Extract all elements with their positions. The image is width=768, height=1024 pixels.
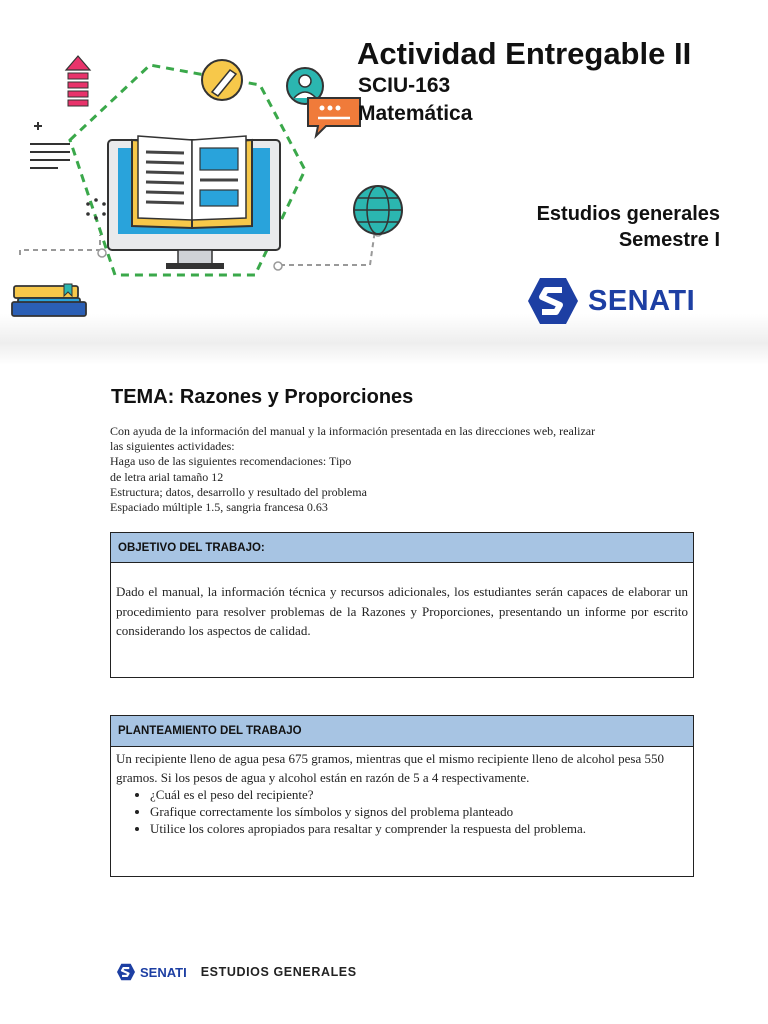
- monitor-neck: [178, 250, 212, 264]
- chat-bubble-icon: [308, 98, 360, 136]
- senati-logo-mark-icon: [526, 276, 580, 326]
- pen-icon: [202, 60, 242, 100]
- connector-node: [274, 262, 282, 270]
- connector-right: [280, 230, 375, 265]
- footer-label: ESTUDIOS GENERALES: [200, 965, 357, 979]
- instruction-line: Con ayuda de la información del manual y la información presentada en las direcciones web, realizar: [110, 424, 596, 438]
- statement-heading: PLANTEAMIENTO DEL TRABAJO: [111, 716, 693, 747]
- arrow-up-icon: [66, 56, 90, 106]
- topic-heading: TEMA: Razones y Proporciones: [111, 386, 414, 408]
- instructions: [110, 424, 710, 515]
- statement-bullets: [116, 787, 688, 837]
- semester-label: Semestre I: [618, 229, 720, 251]
- open-book-icon: [132, 136, 252, 228]
- subject-name: Matemática: [358, 102, 473, 125]
- connector-node: [98, 249, 106, 257]
- program-name: Estudios generales: [536, 203, 720, 225]
- statement-box: [110, 715, 694, 877]
- footer: [116, 963, 357, 981]
- footer-brand: SENATI: [140, 964, 187, 980]
- education-illustration: [0, 40, 420, 340]
- senati-logo: [526, 276, 695, 326]
- list-lines-icon: [30, 122, 70, 168]
- bullet-item: • Grafique correctamente los símbolos y signos del problema planteado: [150, 804, 688, 820]
- activity-title: Actividad Entregable II: [357, 36, 692, 71]
- instruction-line: de letra arial tamaño 12: [110, 469, 224, 484]
- senati-logo-text: SENATI: [588, 284, 696, 317]
- bullet-item: • Utilice los colores apropiados para resaltar y comprender la respuesta del problema.: [150, 821, 688, 837]
- globe-icon: [354, 186, 402, 234]
- statement-text: Un recipiente lleno de agua pesa 675 gramos, mientras que el mismo recipiente lleno de alcohol pesa 550 gramos. Si los pesos de agua y alcohol están en razón de 5 a 4 respectivamente.: [116, 751, 664, 785]
- instruction-line: Haga uso de las siguientes recomendaciones: Tipo: [110, 454, 352, 469]
- objective-text: Dado el manual, la información técnica y recursos adicionales, los estudiantes serán capaces de elaborar un procedimiento para resolver problemas de la Razones y Proporciones, presentando un informe por escrito considerando los aspectos de calidad.: [116, 584, 688, 638]
- statement-body: [111, 747, 693, 837]
- instruction-line: Estructura; datos, desarrollo y resultado del problema: [110, 484, 367, 499]
- instruction-line: Espaciado múltiple 1.5, sangria francesa 0.63: [110, 500, 328, 515]
- objective-heading: OBJETIVO DEL TRABAJO:: [111, 533, 693, 563]
- bullet-item: • ¿Cuál es el peso del recipiente?: [150, 787, 688, 803]
- monitor-base: [166, 263, 224, 269]
- connector-left: [20, 235, 100, 255]
- instruction-line: las siguientes actividades:: [110, 439, 235, 454]
- course-code: SCIU-163: [358, 74, 451, 97]
- objective-box: [110, 532, 694, 678]
- footer-logo-mark-icon: [116, 963, 136, 981]
- books-stack-icon: [12, 284, 86, 316]
